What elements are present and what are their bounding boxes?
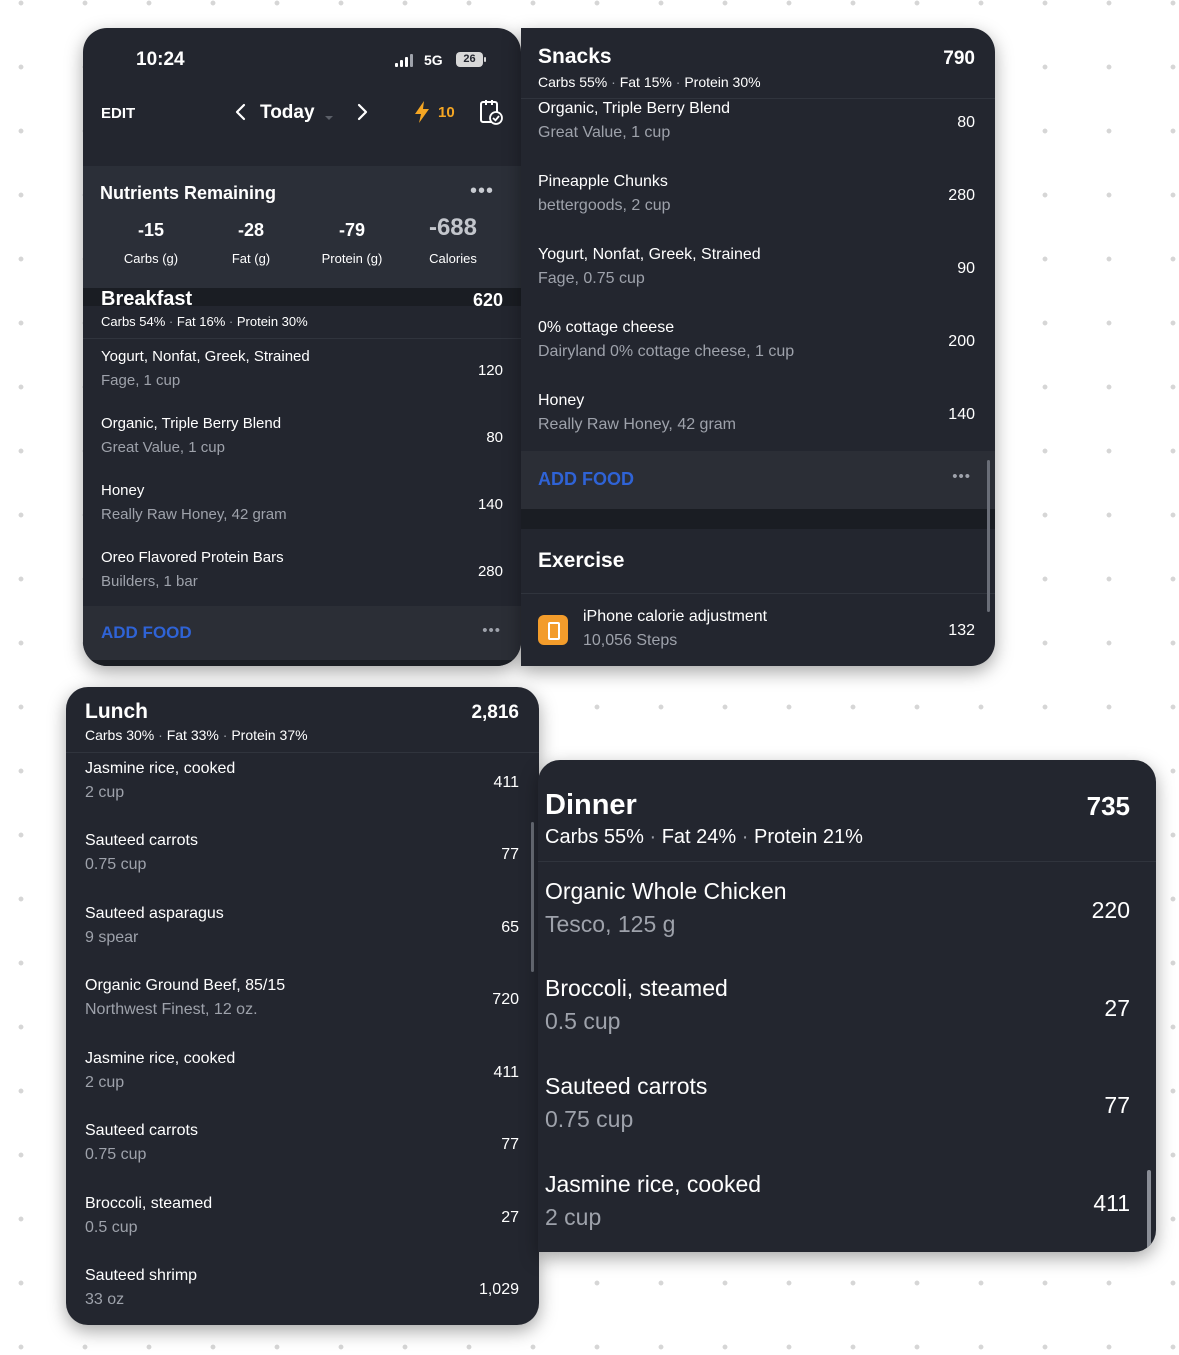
breakfast-carbs: Carbs 54% <box>101 314 166 329</box>
food-name: Sauteed asparagus <box>85 905 224 922</box>
dinner-total: 735 <box>1086 791 1130 821</box>
food-name: 0% cottage cheese <box>538 319 675 336</box>
chevron-right-icon[interactable] <box>355 103 369 126</box>
food-detail: 0.75 cup <box>85 856 147 873</box>
food-calories: 77 <box>501 846 519 863</box>
streak-count: 10 <box>438 104 455 121</box>
food-row[interactable] <box>521 166 995 238</box>
fat-remaining-value: -28 <box>237 220 264 240</box>
food-name: Yogurt, Nonfat, Greek, Strained <box>101 348 310 365</box>
signal-icon <box>395 53 415 67</box>
breakfast-fat: Fat 16% <box>176 314 226 329</box>
food-name: Organic, Triple Berry Blend <box>101 415 282 432</box>
food-row[interactable] <box>66 752 539 824</box>
food-calories: 140 <box>948 406 975 423</box>
food-name: Honey <box>538 392 585 409</box>
food-calories: 80 <box>486 429 503 446</box>
protein-remaining-label: Protein (g) <box>321 251 383 266</box>
battery-level: 26 <box>463 53 476 65</box>
food-calories: 720 <box>492 991 519 1008</box>
lunch-fat: Fat 33% <box>166 727 219 743</box>
food-calories: 411 <box>1093 1190 1130 1216</box>
scrollbar[interactable] <box>531 822 534 972</box>
food-row[interactable] <box>538 862 1156 960</box>
food-detail: Tesco, 125 g <box>545 911 676 937</box>
food-detail: Fage, 1 cup <box>101 372 181 389</box>
exercise-detail: 10,056 Steps <box>583 632 678 649</box>
food-name: Oreo Flavored Protein Bars <box>101 549 284 566</box>
food-calories: 280 <box>948 187 975 204</box>
food-detail: 0.5 cup <box>545 1008 621 1034</box>
food-name: Organic Whole Chicken <box>545 878 787 904</box>
food-calories: 27 <box>1104 995 1130 1021</box>
food-row[interactable] <box>66 1187 539 1259</box>
snacks-exercise-panel <box>521 28 995 666</box>
food-detail: Dairyland 0% cottage cheese, 1 cup <box>538 343 795 360</box>
snacks-carbs: Carbs 55% <box>538 74 608 90</box>
food-row[interactable] <box>66 897 539 969</box>
day-selector[interactable]: Today <box>260 102 315 123</box>
food-row[interactable] <box>538 1057 1156 1155</box>
food-row[interactable] <box>66 1259 539 1325</box>
food-detail: 9 spear <box>85 929 139 946</box>
food-name: Sauteed carrots <box>85 832 198 849</box>
food-detail: 0.75 cup <box>545 1106 634 1132</box>
snacks-macros: Carbs 55% · Fat 15% · Protein 30% <box>538 74 761 90</box>
snacks-title: Snacks <box>538 45 612 68</box>
food-calories: 140 <box>477 496 503 513</box>
food-row[interactable] <box>83 474 521 541</box>
lightning-icon[interactable] <box>413 100 431 129</box>
food-calories: 77 <box>1104 1092 1130 1118</box>
food-name: Organic, Triple Berry Blend <box>538 100 731 117</box>
dinner-carbs: Carbs 55% <box>545 826 644 848</box>
food-name: Broccoli, steamed <box>85 1195 213 1212</box>
lunch-carbs: Carbs 30% <box>85 727 155 743</box>
food-detail: Northwest Finest, 12 oz. <box>85 1001 258 1018</box>
food-name: Jasmine rice, cooked <box>545 1171 762 1197</box>
food-detail: 2 cup <box>85 1074 125 1091</box>
food-name: Jasmine rice, cooked <box>85 760 236 777</box>
food-name: Broccoli, steamed <box>545 975 728 1001</box>
food-row[interactable] <box>538 960 1156 1057</box>
food-detail: Great Value, 1 cup <box>101 439 225 456</box>
breakfast-title: Breakfast <box>101 288 193 310</box>
dinner-protein: Protein 21% <box>753 826 863 848</box>
caret-down-icon[interactable] <box>323 109 335 127</box>
food-row[interactable] <box>66 1114 539 1187</box>
food-name: Jasmine rice, cooked <box>85 1050 236 1067</box>
food-detail: 0.5 cup <box>85 1219 138 1236</box>
food-row[interactable] <box>538 1155 1156 1252</box>
food-calories: 80 <box>957 114 975 131</box>
nutrients-remaining-card[interactable] <box>83 166 521 288</box>
food-calories: 65 <box>501 919 519 936</box>
food-calories: 200 <box>948 333 975 350</box>
nutrients-title: Nutrients Remaining <box>100 183 277 203</box>
food-row[interactable] <box>66 824 539 897</box>
food-detail: 2 cup <box>85 784 125 801</box>
dinner-fat: Fat 24% <box>661 826 737 848</box>
dinner-panel <box>538 760 1156 1252</box>
scrollbar[interactable] <box>987 460 990 612</box>
status-time: 10:24 <box>136 49 185 70</box>
food-calories: 27 <box>501 1209 519 1226</box>
food-row[interactable] <box>66 969 539 1042</box>
breakfast-total: 620 <box>472 290 503 310</box>
more-dots-icon[interactable]: ••• <box>952 468 971 485</box>
food-calories: 411 <box>493 1064 519 1081</box>
edit-button[interactable]: EDIT <box>101 105 136 122</box>
food-calories: 220 <box>1091 897 1130 923</box>
food-name: Honey <box>101 482 145 499</box>
food-row[interactable] <box>521 93 995 165</box>
lunch-title: Lunch <box>85 700 148 723</box>
breakfast-protein: Protein 30% <box>236 314 308 329</box>
food-detail: Builders, 1 bar <box>101 573 198 590</box>
lunch-macros: Carbs 30% · Fat 33% · Protein 37% <box>85 727 308 743</box>
food-detail: Really Raw Honey, 42 gram <box>538 416 737 433</box>
snacks-total: 790 <box>943 48 975 69</box>
food-calories: 411 <box>493 774 519 791</box>
food-detail: Really Raw Honey, 42 gram <box>101 506 287 523</box>
scrollbar[interactable] <box>1147 1170 1151 1250</box>
food-row[interactable] <box>66 1042 539 1114</box>
food-detail: Fage, 0.75 cup <box>538 270 645 287</box>
fat-remaining-label: Fat (g) <box>231 251 271 266</box>
chevron-left-icon[interactable] <box>234 103 248 126</box>
food-name: Organic Ground Beef, 85/15 <box>85 977 286 994</box>
snacks-protein: Protein 30% <box>684 74 761 90</box>
food-row[interactable] <box>521 239 995 311</box>
breakfast-macros: Carbs 54% · Fat 16% · Protein 30% <box>101 314 308 329</box>
food-calories: 280 <box>477 563 503 580</box>
snacks-add-food-button[interactable]: ADD FOOD <box>538 469 634 489</box>
dinner-title: Dinner <box>545 789 637 821</box>
status-bar <box>83 28 521 98</box>
battery-icon <box>456 52 483 67</box>
calories-remaining-label: Calories <box>429 251 477 266</box>
more-dots-icon[interactable]: ••• <box>470 180 495 202</box>
food-calories: 1,029 <box>478 1281 519 1298</box>
food-name: Sauteed carrots <box>85 1122 198 1139</box>
exercise-title: Exercise <box>538 549 625 572</box>
food-row[interactable] <box>83 407 521 474</box>
food-row[interactable] <box>83 541 521 606</box>
carbs-remaining-value: -15 <box>137 220 164 240</box>
food-row[interactable] <box>521 312 995 384</box>
snacks-fat: Fat 15% <box>619 74 672 90</box>
network-label: 5G <box>424 52 443 68</box>
protein-remaining-value: -79 <box>338 220 365 240</box>
food-name: Sauteed shrimp <box>85 1267 198 1284</box>
calories-remaining-value: -688 <box>428 214 478 241</box>
phone-icon <box>538 615 568 645</box>
more-dots-icon[interactable]: ••• <box>482 622 501 639</box>
lunch-panel <box>66 687 539 1325</box>
food-row[interactable] <box>521 385 995 451</box>
food-name: Sauteed carrots <box>545 1073 708 1099</box>
calendar-check-icon[interactable] <box>479 99 503 130</box>
food-calories: 120 <box>477 362 503 379</box>
food-name: Pineapple Chunks <box>538 173 668 190</box>
breakfast-add-food-button[interactable]: ADD FOOD <box>101 623 192 642</box>
food-detail: bettergoods, 2 cup <box>538 197 671 214</box>
food-detail: 2 cup <box>545 1204 602 1230</box>
carbs-remaining-label: Carbs (g) <box>123 251 179 266</box>
food-name: Yogurt, Nonfat, Greek, Strained <box>538 246 761 263</box>
exercise-row[interactable] <box>521 594 995 666</box>
dinner-macros: Carbs 55% · Fat 24% · Protein 21% <box>545 826 863 848</box>
exercise-name: iPhone calorie adjustment <box>583 608 768 625</box>
food-detail: 0.75 cup <box>85 1146 147 1163</box>
exercise-calories: 132 <box>948 622 975 639</box>
lunch-total: 2,816 <box>471 702 519 723</box>
food-calories: 90 <box>957 260 975 277</box>
food-calories: 77 <box>501 1136 519 1153</box>
food-detail: 33 oz <box>85 1291 125 1308</box>
food-row[interactable] <box>83 340 521 407</box>
lunch-protein: Protein 37% <box>231 727 308 743</box>
food-detail: Great Value, 1 cup <box>538 124 671 141</box>
diary-header-breakfast-panel <box>83 28 521 666</box>
